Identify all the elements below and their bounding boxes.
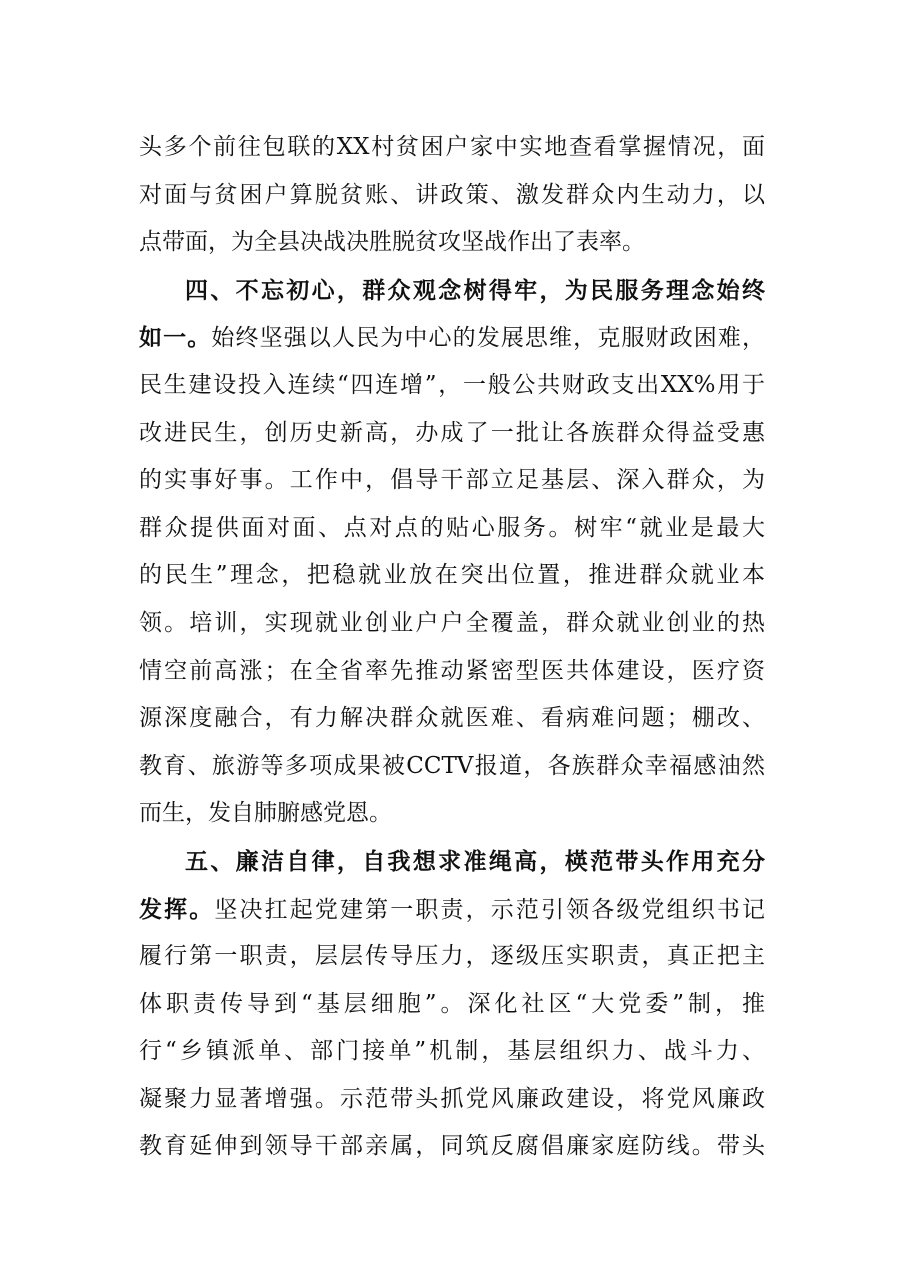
paragraph-poverty-alleviation [139,124,765,267]
text-line: 领。培训，实现就业创业户户全覆盖，群众就业创业的热 [139,609,765,636]
text-line: 民生建设投入连续“四连增”，一般公共财政支出XX%用于 [139,371,765,398]
text-line: 体职责传导到“基层细胞”。深化社区“大党委”制，推 [139,990,765,1017]
text-line: 的民生”理念，把稳就业放在突出位置，推进群众就业本 [139,562,765,589]
text-line: 群众提供面对面、点对点的贴心服务。树牢“就业是最大 [139,514,765,541]
text-line: 教育延伸到领导干部亲属，同筑反腐倡廉家庭防线。带头 [139,1133,765,1160]
document-body [139,124,765,1171]
text-run: 坚决扛起党建第一职责，示范引领各级党组织书记 [214,896,765,923]
section-heading-five: 五、廉洁自律，自我想求准绳高，楧范带头作用充分 [185,847,765,875]
text-line: 行“乡镇派单、部门接单”机制，基层组织力、战斗力、 [139,1038,765,1065]
text-run: 始终坚强以人民为中心的发展思维，克服财政困难， [211,325,765,352]
text-line: 而生，发自肺腑感党恩。 [139,800,392,827]
text-line: 情空前高涨；在全省率先推动紧密型医共体建设，医疗资 [139,657,765,684]
text-line: 点带面，为全县决战决胜脱贫攻坚战作出了表率。 [139,229,645,256]
section-heading-four: 四、不忘初心，群众观念树得牢，为民服务理念始终 [185,276,765,304]
text-line: 改进民生，创历史新高，办成了一批让各族群众得益受惠 [139,419,765,446]
paragraph-section-four [139,267,765,838]
text-line: 履行第一职责，层层传导压力，逐级压实职责，真正把主 [139,943,765,970]
text-line [139,314,765,362]
text-line: 凝聚力显著增强。示范带头抓党风廉政建设，将党风廉政 [139,1085,765,1112]
text-line: 教育、旅游等多项成果被CCTV报道，各族群众幸福感油然 [139,752,765,779]
text-line: 头多个前往包联的XX村贫困户家中实地查看掌握情况，面 [139,134,765,160]
text-line: 的实事好事。工作中，倡导干部立足基层、深入群众，为 [139,467,765,494]
section-heading-five-end: 发挥。 [139,895,215,923]
text-line: 源深度融合，有力解决群众就医难、看病难问题；棚改、 [139,705,765,732]
paragraph-section-five [139,838,765,1171]
section-heading-four-end: 如一。 [139,324,212,352]
text-line [139,886,765,934]
text-line: 对面与贫困户算脱贫账、讲政策、激发群众内生动力，以 [139,181,765,208]
